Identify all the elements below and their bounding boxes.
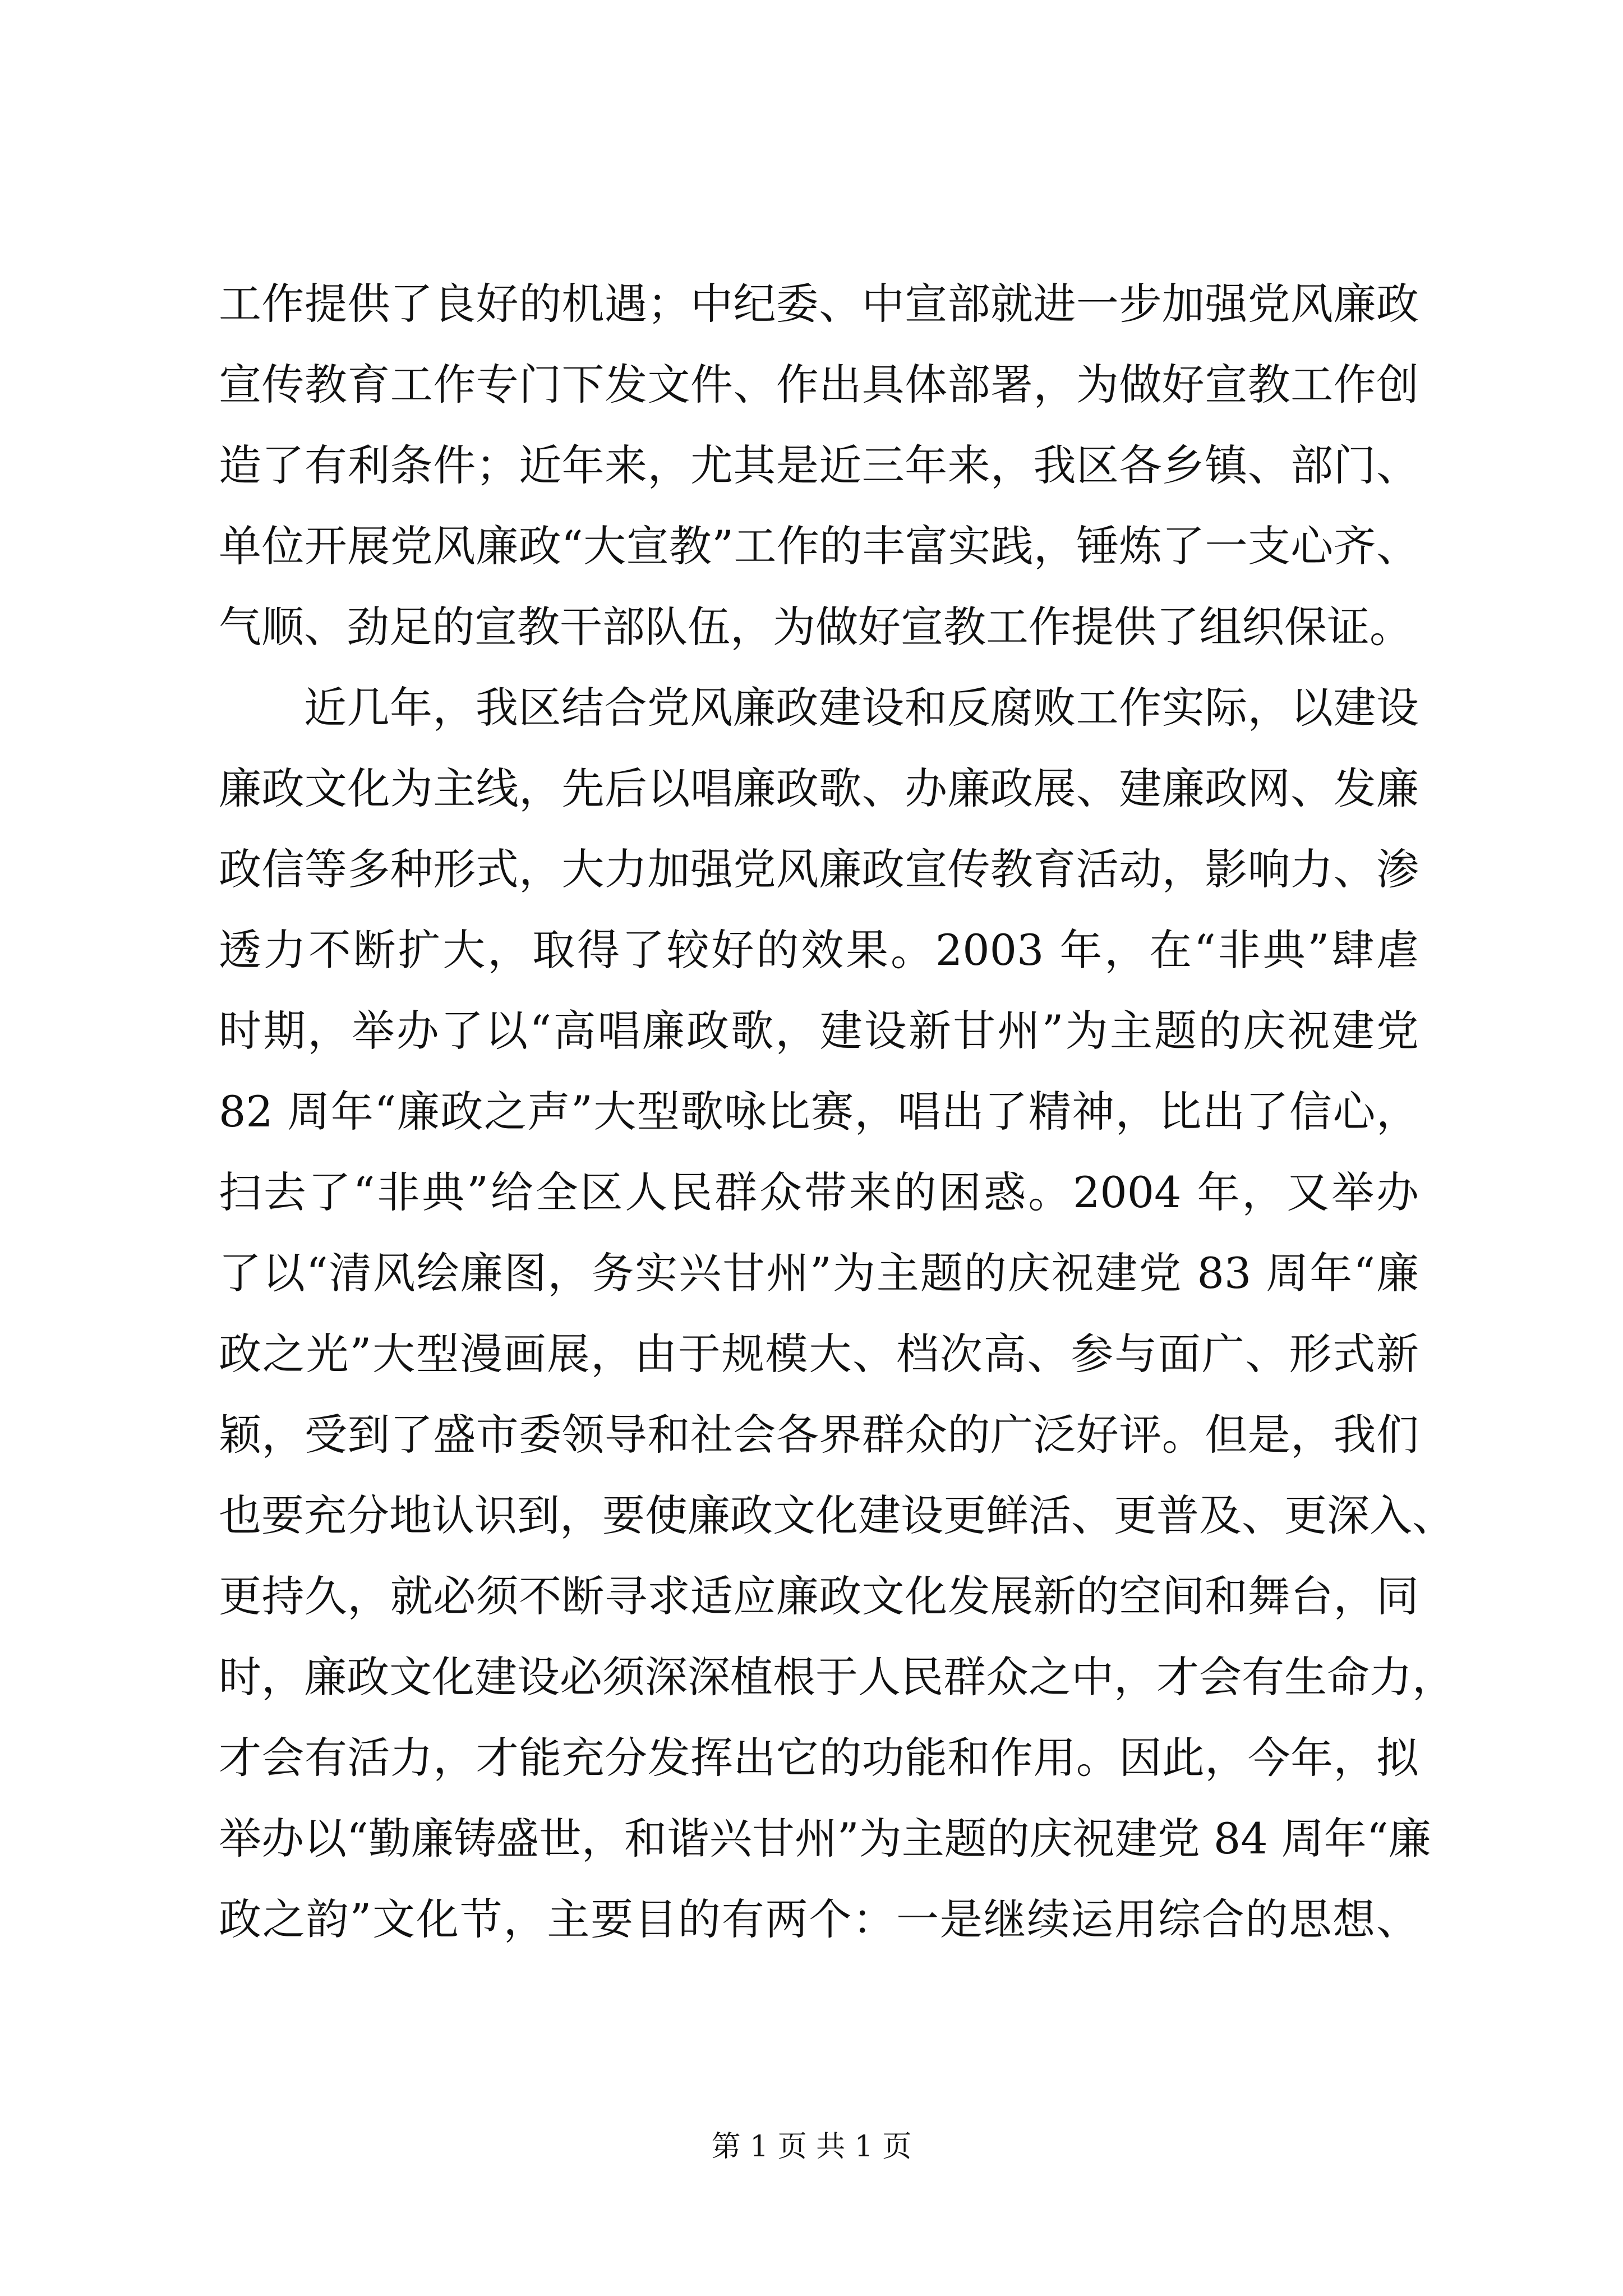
text-line: 透力不断扩大，取得了较好的效果。2003 年，在“非典”肆虐 — [219, 925, 1419, 975]
text-line: 了以“清风绘廉图，务实兴甘州”为主题的庆祝建党 83 周年“廉 — [219, 1248, 1419, 1298]
text-line: 政信等多种形式，大力加强党风廉政宣传教育活动，影响力、渗 — [219, 844, 1419, 894]
page-number: 第 1 页 共 1 页 — [711, 2130, 912, 2164]
text-line: 单位开展党风廉政“大宣教”工作的丰富实践，锤炼了一支心齐、 — [219, 521, 1419, 571]
text-line: 时，廉政文化建设必须深深植根于人民群众之中，才会有生命力， — [219, 1652, 1455, 1702]
text-line: 颖，受到了盛市委领导和社会各界群众的广泛好评。但是，我们 — [219, 1410, 1419, 1460]
text-line: 82 周年“廉政之声”大型歌咏比赛，唱出了精神，比出了信心， — [219, 1087, 1419, 1137]
text-line: 政之光”大型漫画展，由于规模大、档次高、参与面广、形式新 — [219, 1329, 1419, 1379]
body-text — [219, 264, 1455, 1960]
text-line: 扫去了“非典”给全区人民群众带来的困惑。2004 年，又举办 — [219, 1167, 1419, 1217]
text-line: 政之韵”文化节，主要目的有两个：一是继续运用综合的思想、 — [219, 1894, 1419, 1944]
text-line: 工作提供了良好的机遇；中纪委、中宣部就进一步加强党风廉政 — [219, 279, 1419, 329]
text-line: 造了有利条件；近年来，尤其是近三年来，我区各乡镇、部门、 — [219, 440, 1419, 490]
text-line: 宣传教育工作专门下发文件、作出具体部署，为做好宣教工作创 — [219, 360, 1419, 409]
text-line: 气顺、劲足的宣教干部队伍，为做好宣教工作提供了组织保证。 — [219, 602, 1412, 652]
text-line: 才会有活力，才能充分发挥出它的功能和作用。因此，今年，拟 — [219, 1733, 1419, 1783]
text-line: 举办以“勤廉铸盛世，和谐兴甘州”为主题的庆祝建党 84 周年“廉 — [219, 1814, 1431, 1864]
text-line: 更持久，就必须不断寻求适应廉政文化发展新的空间和舞台，同 — [219, 1571, 1419, 1621]
page-footer — [0, 2129, 1623, 2165]
paragraph-first-line: 近几年，我区结合党风廉政建设和反腐败工作实际，以建设 — [304, 683, 1419, 733]
text-line: 廉政文化为主线，先后以唱廉政歌、办廉政展、建廉政网、发廉 — [219, 763, 1419, 813]
text-line: 也要充分地认识到，要使廉政文化建设更鲜活、更普及、更深入、 — [219, 1490, 1455, 1540]
text-line: 时期，举办了以“高唱廉政歌，建设新甘州”为主题的庆祝建党 — [219, 1006, 1419, 1056]
